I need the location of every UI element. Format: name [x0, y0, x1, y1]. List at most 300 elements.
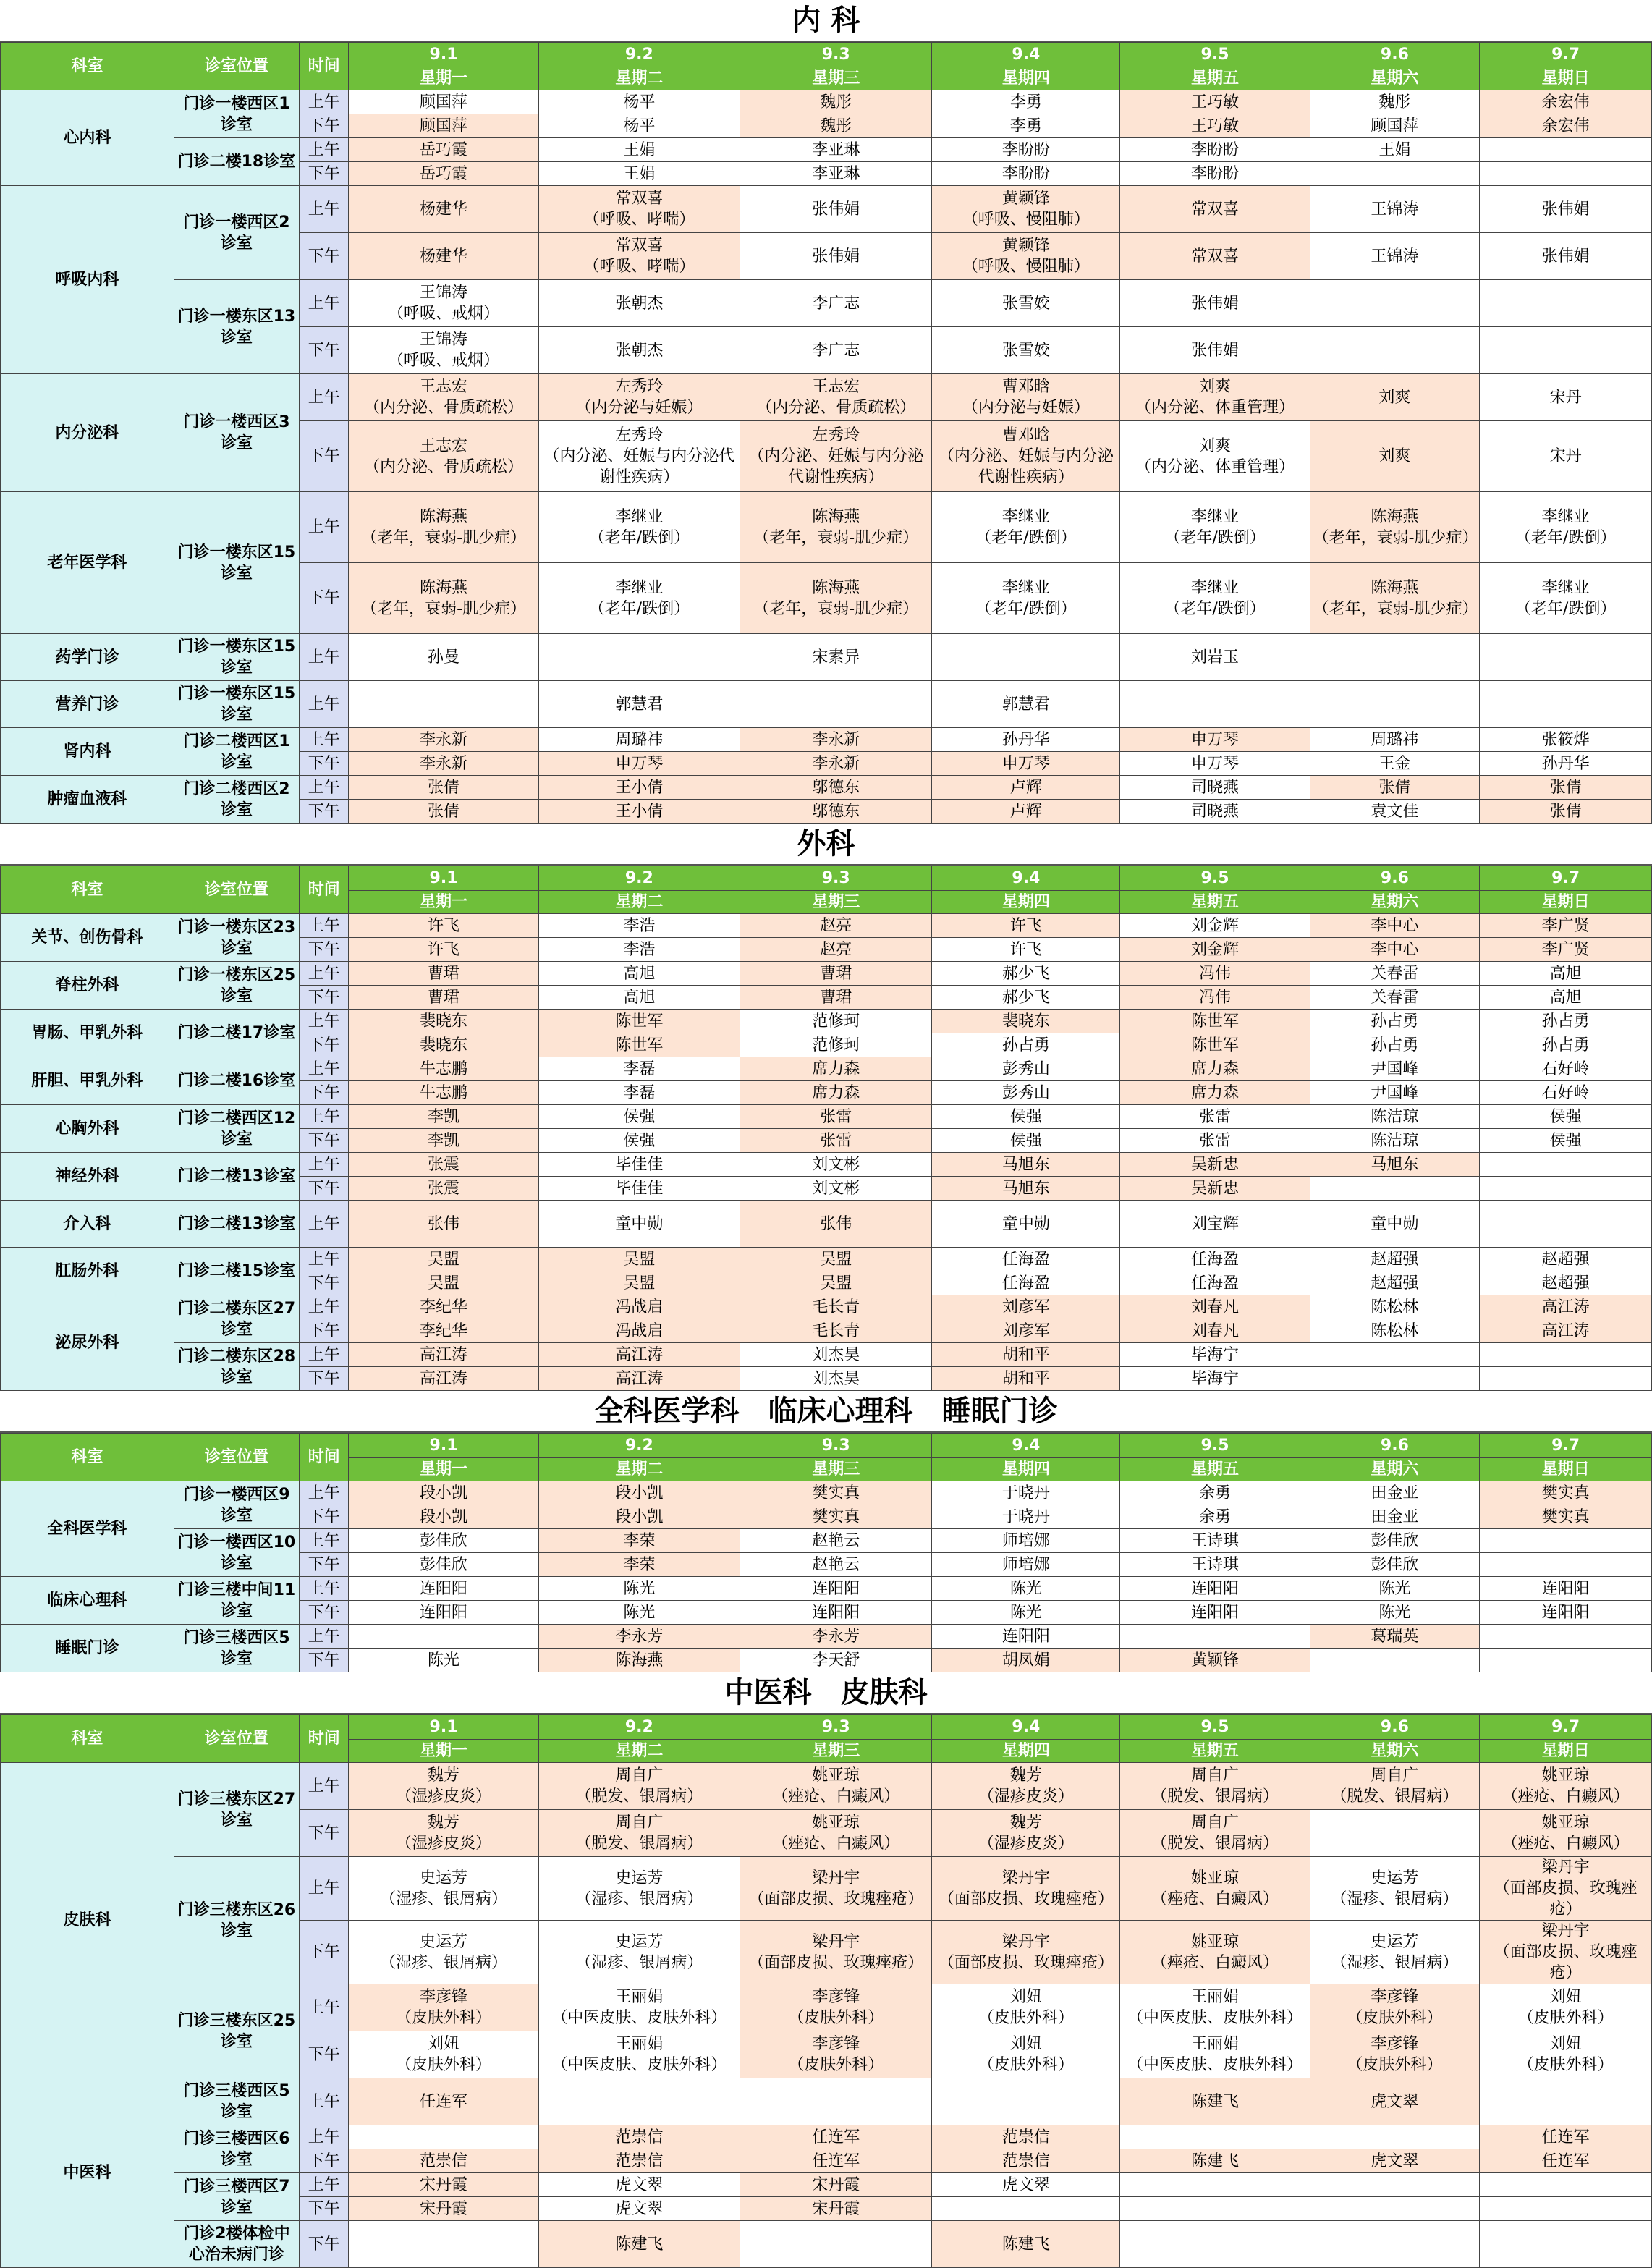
header-dept: 科室 — [1, 1715, 174, 1763]
time-slot: 上午 — [300, 1105, 349, 1129]
header-weekday: 星期五 — [1120, 1740, 1310, 1763]
doctor-cell: 虎文翠 — [538, 2197, 740, 2221]
clinic-location: 门诊二楼15诊室 — [174, 1248, 299, 1295]
doctor-cell: 陈光 — [538, 1601, 740, 1625]
clinic-location: 门诊一楼西区3诊室 — [174, 374, 299, 492]
doctor-cell: 吴盟 — [740, 1271, 932, 1295]
clinic-location: 门诊一楼东区13诊室 — [174, 280, 299, 374]
doctor-cell — [1120, 2173, 1310, 2197]
clinic-location: 门诊一楼西区1诊室 — [174, 90, 299, 138]
doctor-cell — [1310, 280, 1480, 327]
time-slot: 下午 — [300, 2197, 349, 2221]
dept-name: 神经外科 — [1, 1153, 174, 1201]
doctor-cell: 王丽娟 （中医皮肤、皮肤外科） — [1120, 2031, 1310, 2078]
doctor-cell: 虎文翠 — [1310, 2078, 1480, 2125]
section-title: 内 科 — [0, 0, 1652, 42]
doctor-cell: 岳巧霞 — [349, 138, 538, 162]
header-date: 9.6 — [1310, 1715, 1480, 1740]
doctor-cell: 陈光 — [1310, 1601, 1480, 1625]
header-date: 9.2 — [538, 1434, 740, 1458]
doctor-cell: 曹珺 — [740, 986, 932, 1010]
time-slot: 上午 — [300, 1625, 349, 1649]
doctor-cell: 吴盟 — [740, 1248, 932, 1271]
doctor-cell: 刘杰昊 — [740, 1343, 932, 1367]
schedule-row — [1, 1295, 1652, 1319]
doctor-cell: 李彦锋 （皮肤外科） — [1310, 2031, 1480, 2078]
doctor-cell: 王小倩 — [538, 800, 740, 824]
doctor-cell: 陈建飞 — [538, 2221, 740, 2268]
header-weekday: 星期四 — [932, 67, 1120, 90]
doctor-cell — [538, 2078, 740, 2125]
schedule-row — [1, 1057, 1652, 1081]
header-date: 9.3 — [740, 43, 932, 67]
doctor-cell: 魏彤 — [740, 90, 932, 114]
doctor-cell: 梁丹宇 （面部皮损、玫瑰痤疮） — [1480, 1921, 1652, 1984]
doctor-cell — [1120, 2221, 1310, 2268]
header-weekday: 星期三 — [740, 891, 932, 914]
time-slot: 上午 — [300, 962, 349, 986]
header-weekday: 星期五 — [1120, 891, 1310, 914]
doctor-cell — [1480, 138, 1652, 162]
doctor-cell: 刘爽 — [1310, 421, 1480, 492]
header-date: 9.4 — [932, 1715, 1120, 1740]
doctor-cell: 卢辉 — [932, 800, 1120, 824]
clinic-location: 门诊二楼13诊室 — [174, 1153, 299, 1201]
dept-name: 肿瘤血液科 — [1, 776, 174, 824]
doctor-cell — [1120, 2197, 1310, 2221]
dept-name: 药学门诊 — [1, 634, 174, 681]
doctor-cell — [740, 2221, 932, 2268]
header-weekday: 星期一 — [349, 891, 538, 914]
doctor-cell: 刘杰昊 — [740, 1367, 932, 1391]
time-slot: 上午 — [300, 138, 349, 162]
doctor-cell: 李纪华 — [349, 1319, 538, 1343]
doctor-cell: 段小凯 — [349, 1481, 538, 1505]
doctor-cell: 李广贤 — [1480, 914, 1652, 938]
schedule-row — [1, 1481, 1652, 1505]
doctor-cell: 范崇信 — [932, 2125, 1120, 2149]
doctor-cell: 樊实真 — [1480, 1481, 1652, 1505]
doctor-cell: 刘文彬 — [740, 1153, 932, 1177]
doctor-cell: 姚亚琼 （痤疮、白癜风） — [740, 1763, 932, 1810]
doctor-cell: 李广志 — [740, 327, 932, 374]
doctor-cell: 毛长青 — [740, 1319, 932, 1343]
doctor-cell — [1310, 1649, 1480, 1672]
header-date: 9.2 — [538, 43, 740, 67]
doctor-cell: 范修珂 — [740, 1033, 932, 1057]
doctor-cell: 连阳阳 — [1480, 1577, 1652, 1601]
header-date: 9.7 — [1480, 43, 1652, 67]
time-slot: 上午 — [300, 1201, 349, 1248]
doctor-cell — [1480, 1625, 1652, 1649]
schedule-row — [1, 1763, 1652, 1810]
doctor-cell: 许飞 — [349, 938, 538, 962]
doctor-cell: 席力森 — [1120, 1081, 1310, 1105]
time-slot: 上午 — [300, 1529, 349, 1553]
doctor-cell: 申万琴 — [932, 752, 1120, 776]
doctor-cell — [1310, 162, 1480, 186]
doctor-cell: 刘彦军 — [932, 1295, 1120, 1319]
time-slot: 下午 — [300, 1649, 349, 1672]
doctor-cell: 张倩 — [349, 800, 538, 824]
header-time: 时间 — [300, 1715, 349, 1763]
doctor-cell: 宋丹霞 — [349, 2173, 538, 2197]
time-slot: 上午 — [300, 914, 349, 938]
doctor-cell: 侯强 — [538, 1129, 740, 1153]
doctor-cell: 王娟 — [538, 162, 740, 186]
header-time: 时间 — [300, 43, 349, 90]
doctor-cell: 周璐祎 — [538, 728, 740, 752]
time-slot: 上午 — [300, 2078, 349, 2125]
doctor-cell: 孙丹华 — [1480, 752, 1652, 776]
clinic-location: 门诊三楼东区25诊室 — [174, 1984, 299, 2078]
doctor-cell — [932, 2197, 1120, 2221]
doctor-cell: 陈松林 — [1310, 1295, 1480, 1319]
header-dept: 科室 — [1, 43, 174, 90]
doctor-cell: 于晓丹 — [932, 1481, 1120, 1505]
header-date: 9.5 — [1120, 1434, 1310, 1458]
doctor-cell: 张伟娟 — [740, 233, 932, 280]
header-date: 9.6 — [1310, 866, 1480, 891]
doctor-cell: 尹国峰 — [1310, 1081, 1480, 1105]
doctor-cell: 李继业 （老年/跌倒） — [1120, 563, 1310, 634]
doctor-cell: 王娟 — [1310, 138, 1480, 162]
schedule-row — [1, 186, 1652, 233]
time-slot: 上午 — [300, 1857, 349, 1921]
doctor-cell: 张倩 — [1480, 776, 1652, 800]
time-slot: 上午 — [300, 186, 349, 233]
doctor-cell: 刘妞 （皮肤外科） — [1480, 1984, 1652, 2031]
doctor-cell: 胡和平 — [932, 1367, 1120, 1391]
doctor-cell: 张伟娟 — [1120, 327, 1310, 374]
clinic-location: 门诊二楼西区12诊室 — [174, 1105, 299, 1153]
doctor-cell: 左秀玲 （内分泌与妊娠） — [538, 374, 740, 421]
header-date: 9.1 — [349, 866, 538, 891]
header-date: 9.3 — [740, 1715, 932, 1740]
doctor-cell: 陈海燕 （老年，衰弱-肌少症） — [349, 492, 538, 563]
schedule-table — [0, 866, 1652, 1391]
doctor-cell: 陈海燕 （老年，衰弱-肌少症） — [1310, 492, 1480, 563]
doctor-cell: 席力森 — [1120, 1057, 1310, 1081]
time-slot: 上午 — [300, 776, 349, 800]
time-slot: 下午 — [300, 421, 349, 492]
doctor-cell: 梁丹宇 （面部皮损、玫瑰痤疮） — [1480, 1857, 1652, 1921]
doctor-cell: 许飞 — [932, 914, 1120, 938]
doctor-cell: 李彦锋 （皮肤外科） — [349, 1984, 538, 2031]
doctor-cell: 孙占勇 — [1480, 1033, 1652, 1057]
doctor-cell: 李继业 （老年/跌倒） — [1120, 492, 1310, 563]
header-time: 时间 — [300, 866, 349, 914]
clinic-location: 门诊三楼西区7诊室 — [174, 2173, 299, 2221]
schedule-row — [1, 776, 1652, 800]
dept-name: 内分泌科 — [1, 374, 174, 492]
doctor-cell: 邬德东 — [740, 776, 932, 800]
time-slot: 下午 — [300, 1319, 349, 1343]
schedule-row — [1, 2173, 1652, 2197]
doctor-cell: 陈海燕 （老年，衰弱-肌少症） — [349, 563, 538, 634]
schedule-row — [1, 1201, 1652, 1248]
doctor-cell: 连阳阳 — [740, 1577, 932, 1601]
dept-name: 关节、创伤骨科 — [1, 914, 174, 962]
doctor-cell: 裴晓东 — [349, 1010, 538, 1033]
clinic-location: 门诊一楼东区25诊室 — [174, 962, 299, 1010]
doctor-cell: 任连军 — [740, 2125, 932, 2149]
doctor-cell: 张雪姣 — [932, 280, 1120, 327]
doctor-cell: 魏芳 （湿疹皮炎） — [349, 1763, 538, 1810]
doctor-cell: 梁丹宇 （面部皮损、玫瑰痤疮） — [740, 1857, 932, 1921]
doctor-cell: 赵超强 — [1310, 1271, 1480, 1295]
schedule-row — [1, 1984, 1652, 2031]
header-weekday: 星期六 — [1310, 891, 1480, 914]
schedule-row — [1, 1529, 1652, 1553]
doctor-cell: 李天舒 — [740, 1649, 932, 1672]
doctor-cell: 吴盟 — [349, 1248, 538, 1271]
time-slot: 上午 — [300, 2173, 349, 2197]
section-title: 外科 — [0, 824, 1652, 866]
dept-name: 胃肠、甲乳外科 — [1, 1010, 174, 1057]
doctor-cell: 王丽娟 （中医皮肤、皮肤外科） — [1120, 1984, 1310, 2031]
clinic-location: 门诊三楼西区5诊室 — [174, 2078, 299, 2125]
doctor-cell — [932, 634, 1120, 681]
header-weekday: 星期三 — [740, 1740, 932, 1763]
header-date: 9.2 — [538, 1715, 740, 1740]
doctor-cell: 李纪华 — [349, 1295, 538, 1319]
doctor-cell: 王志宏 （内分泌、骨质疏松） — [349, 374, 538, 421]
doctor-cell: 宋丹 — [1480, 374, 1652, 421]
doctor-cell: 魏芳 （湿疹皮炎） — [349, 1810, 538, 1857]
doctor-cell: 范崇信 — [932, 2149, 1120, 2173]
doctor-cell: 童中勋 — [932, 1201, 1120, 1248]
doctor-cell — [1310, 634, 1480, 681]
doctor-cell — [1480, 2221, 1652, 2268]
time-slot: 下午 — [300, 2221, 349, 2268]
time-slot: 上午 — [300, 1057, 349, 1081]
schedule-row — [1, 1010, 1652, 1033]
doctor-cell: 毛长青 — [740, 1295, 932, 1319]
clinic-location: 门诊一楼西区9诊室 — [174, 1481, 299, 1529]
doctor-cell: 李彦锋 （皮肤外科） — [1310, 1984, 1480, 2031]
doctor-cell: 关春雷 — [1310, 962, 1480, 986]
doctor-cell: 杨建华 — [349, 186, 538, 233]
clinic-location: 门诊三楼东区26诊室 — [174, 1857, 299, 1984]
doctor-cell: 石好岭 — [1480, 1057, 1652, 1081]
section-title: 全科医学科 临床心理科 睡眠门诊 — [0, 1391, 1652, 1433]
doctor-cell: 刘妞 （皮肤外科） — [932, 2031, 1120, 2078]
header-date: 9.4 — [932, 1434, 1120, 1458]
doctor-cell — [1310, 1343, 1480, 1367]
doctor-cell: 李永新 — [349, 752, 538, 776]
doctor-cell: 童中勋 — [538, 1201, 740, 1248]
doctor-cell: 曹邓晗 （内分泌、妊娠与内分泌代谢性疾病） — [932, 421, 1120, 492]
time-slot: 上午 — [300, 634, 349, 681]
doctor-cell: 高江涛 — [1480, 1295, 1652, 1319]
dept-name: 心内科 — [1, 90, 174, 186]
header-date: 9.5 — [1120, 1715, 1310, 1740]
doctor-cell: 任海盈 — [932, 1248, 1120, 1271]
doctor-cell: 常双喜 （呼吸、哮喘） — [538, 186, 740, 233]
doctor-cell: 刘春凡 — [1120, 1295, 1310, 1319]
doctor-cell: 余宏伟 — [1480, 114, 1652, 138]
schedule-table — [0, 42, 1652, 824]
header-date: 9.4 — [932, 866, 1120, 891]
doctor-cell: 赵亮 — [740, 938, 932, 962]
doctor-cell: 侯强 — [1480, 1105, 1652, 1129]
doctor-cell: 陈世军 — [538, 1010, 740, 1033]
doctor-cell: 刘文彬 — [740, 1177, 932, 1201]
header-date: 9.4 — [932, 43, 1120, 67]
doctor-cell: 刘妞 （皮肤外科） — [1480, 2031, 1652, 2078]
doctor-cell — [1480, 2078, 1652, 2125]
doctor-cell: 席力森 — [740, 1081, 932, 1105]
doctor-cell: 姚亚琼 （痤疮、白癜风） — [1120, 1857, 1310, 1921]
time-slot: 下午 — [300, 1505, 349, 1529]
doctor-cell: 许飞 — [349, 914, 538, 938]
header-date: 9.6 — [1310, 43, 1480, 67]
doctor-cell: 申万琴 — [538, 752, 740, 776]
doctor-cell — [740, 2078, 932, 2125]
doctor-cell: 姚亚琼 （痤疮、白癜风） — [1120, 1921, 1310, 1984]
schedule-row — [1, 374, 1652, 421]
doctor-cell: 陈世军 — [1120, 1033, 1310, 1057]
doctor-cell: 陈海燕 — [538, 1649, 740, 1672]
doctor-cell: 李凯 — [349, 1129, 538, 1153]
doctor-cell — [1310, 2173, 1480, 2197]
doctor-cell: 刘金辉 — [1120, 938, 1310, 962]
doctor-cell: 高江涛 — [538, 1343, 740, 1367]
doctor-cell: 毕海宁 — [1120, 1367, 1310, 1391]
doctor-cell: 毕佳佳 — [538, 1177, 740, 1201]
doctor-cell: 周自广 （脱发、银屑病） — [1120, 1810, 1310, 1857]
doctor-cell: 张伟 — [740, 1201, 932, 1248]
doctor-cell: 连阳阳 — [740, 1601, 932, 1625]
header-weekday: 星期四 — [932, 1740, 1120, 1763]
dept-name: 营养门诊 — [1, 681, 174, 728]
doctor-cell: 余勇 — [1120, 1481, 1310, 1505]
time-slot: 下午 — [300, 1271, 349, 1295]
doctor-cell: 高旭 — [538, 962, 740, 986]
doctor-cell — [1310, 681, 1480, 728]
doctor-cell: 连阳阳 — [1120, 1601, 1310, 1625]
doctor-cell: 孙占勇 — [1310, 1010, 1480, 1033]
header-location: 诊室位置 — [174, 866, 299, 914]
doctor-cell: 冯伟 — [1120, 962, 1310, 986]
doctor-cell: 陈光 — [349, 1649, 538, 1672]
doctor-cell: 任海盈 — [1120, 1248, 1310, 1271]
doctor-cell: 于晓丹 — [932, 1505, 1120, 1529]
doctor-cell: 李彦锋 （皮肤外科） — [740, 1984, 932, 2031]
time-slot: 下午 — [300, 752, 349, 776]
doctor-cell: 陈光 — [538, 1577, 740, 1601]
doctor-cell — [349, 681, 538, 728]
doctor-cell: 张伟娟 — [1120, 280, 1310, 327]
doctor-cell: 彭佳欣 — [1310, 1553, 1480, 1577]
doctor-cell: 左秀玲 （内分泌、妊娠与内分泌代谢性疾病） — [740, 421, 932, 492]
doctor-cell: 王锦涛 （呼吸、戒烟） — [349, 280, 538, 327]
doctor-cell: 王小倩 — [538, 776, 740, 800]
doctor-cell: 余宏伟 — [1480, 90, 1652, 114]
doctor-cell: 李永新 — [349, 728, 538, 752]
doctor-cell: 冯战启 — [538, 1295, 740, 1319]
doctor-cell — [1480, 327, 1652, 374]
schedule-row — [1, 1153, 1652, 1177]
doctor-cell: 李广贤 — [1480, 938, 1652, 962]
schedule-row — [1, 2221, 1652, 2268]
time-slot: 下午 — [300, 2149, 349, 2173]
header-weekday: 星期三 — [740, 67, 932, 90]
header-date: 9.7 — [1480, 866, 1652, 891]
doctor-cell: 田金亚 — [1310, 1481, 1480, 1505]
schedule-row — [1, 634, 1652, 681]
doctor-cell: 曹珺 — [349, 986, 538, 1010]
doctor-cell: 李继业 （老年/跌倒） — [932, 492, 1120, 563]
doctor-cell: 石好岭 — [1480, 1081, 1652, 1105]
schedule-row — [1, 1248, 1652, 1271]
doctor-cell: 赵超强 — [1310, 1248, 1480, 1271]
doctor-cell: 宋丹霞 — [349, 2197, 538, 2221]
clinic-location: 门诊三楼东区27诊室 — [174, 1763, 299, 1857]
doctor-cell: 王志宏 （内分泌、骨质疏松） — [740, 374, 932, 421]
doctor-cell: 彭秀山 — [932, 1081, 1120, 1105]
time-slot: 下午 — [300, 1081, 349, 1105]
doctor-cell: 吴新忠 — [1120, 1153, 1310, 1177]
doctor-cell: 李继业 （老年/跌倒） — [1480, 492, 1652, 563]
time-slot: 上午 — [300, 1010, 349, 1033]
doctor-cell: 毕海宁 — [1120, 1343, 1310, 1367]
doctor-cell: 张倩 — [1480, 800, 1652, 824]
doctor-cell: 陈洁琼 — [1310, 1129, 1480, 1153]
doctor-cell: 王锦涛 （呼吸、戒烟） — [349, 327, 538, 374]
doctor-cell: 侯强 — [932, 1105, 1120, 1129]
dept-name: 肾内科 — [1, 728, 174, 776]
time-slot: 上午 — [300, 681, 349, 728]
doctor-cell: 岳巧霞 — [349, 162, 538, 186]
doctor-cell: 王锦涛 — [1310, 233, 1480, 280]
doctor-cell: 王锦涛 — [1310, 186, 1480, 233]
doctor-cell: 曹珺 — [740, 962, 932, 986]
time-slot: 下午 — [300, 986, 349, 1010]
schedule-row — [1, 492, 1652, 563]
doctor-cell: 吴盟 — [349, 1271, 538, 1295]
doctor-cell — [1480, 1153, 1652, 1177]
doctor-cell: 虎文翠 — [538, 2173, 740, 2197]
clinic-location: 门诊一楼东区15诊室 — [174, 492, 299, 634]
dept-name: 中医科 — [1, 2078, 174, 2268]
clinic-location: 门诊三楼中间11诊室 — [174, 1577, 299, 1625]
doctor-cell: 李中心 — [1310, 914, 1480, 938]
time-slot: 上午 — [300, 1984, 349, 2031]
header-location: 诊室位置 — [174, 1715, 299, 1763]
doctor-cell — [1310, 2197, 1480, 2221]
doctor-cell: 王巧敏 — [1120, 90, 1310, 114]
doctor-cell — [932, 2078, 1120, 2125]
schedule-row — [1, 914, 1652, 938]
doctor-cell: 陈世军 — [538, 1033, 740, 1057]
doctor-cell: 常双喜 — [1120, 233, 1310, 280]
doctor-cell: 王丽娟 （中医皮肤、皮肤外科） — [538, 1984, 740, 2031]
doctor-cell: 梁丹宇 （面部皮损、玫瑰痤疮） — [932, 1921, 1120, 1984]
doctor-cell: 陈洁琼 — [1310, 1105, 1480, 1129]
doctor-cell: 马旭东 — [932, 1177, 1120, 1201]
doctor-cell: 张雷 — [740, 1129, 932, 1153]
doctor-cell — [1480, 162, 1652, 186]
doctor-cell: 史运芳 （湿疹、银屑病） — [538, 1921, 740, 1984]
doctor-cell: 赵亮 — [740, 914, 932, 938]
doctor-cell: 尹国峰 — [1310, 1057, 1480, 1081]
doctor-cell: 司晓燕 — [1120, 776, 1310, 800]
clinic-location: 门诊一楼东区15诊室 — [174, 681, 299, 728]
doctor-cell: 段小凯 — [538, 1481, 740, 1505]
schedule-row — [1, 962, 1652, 986]
